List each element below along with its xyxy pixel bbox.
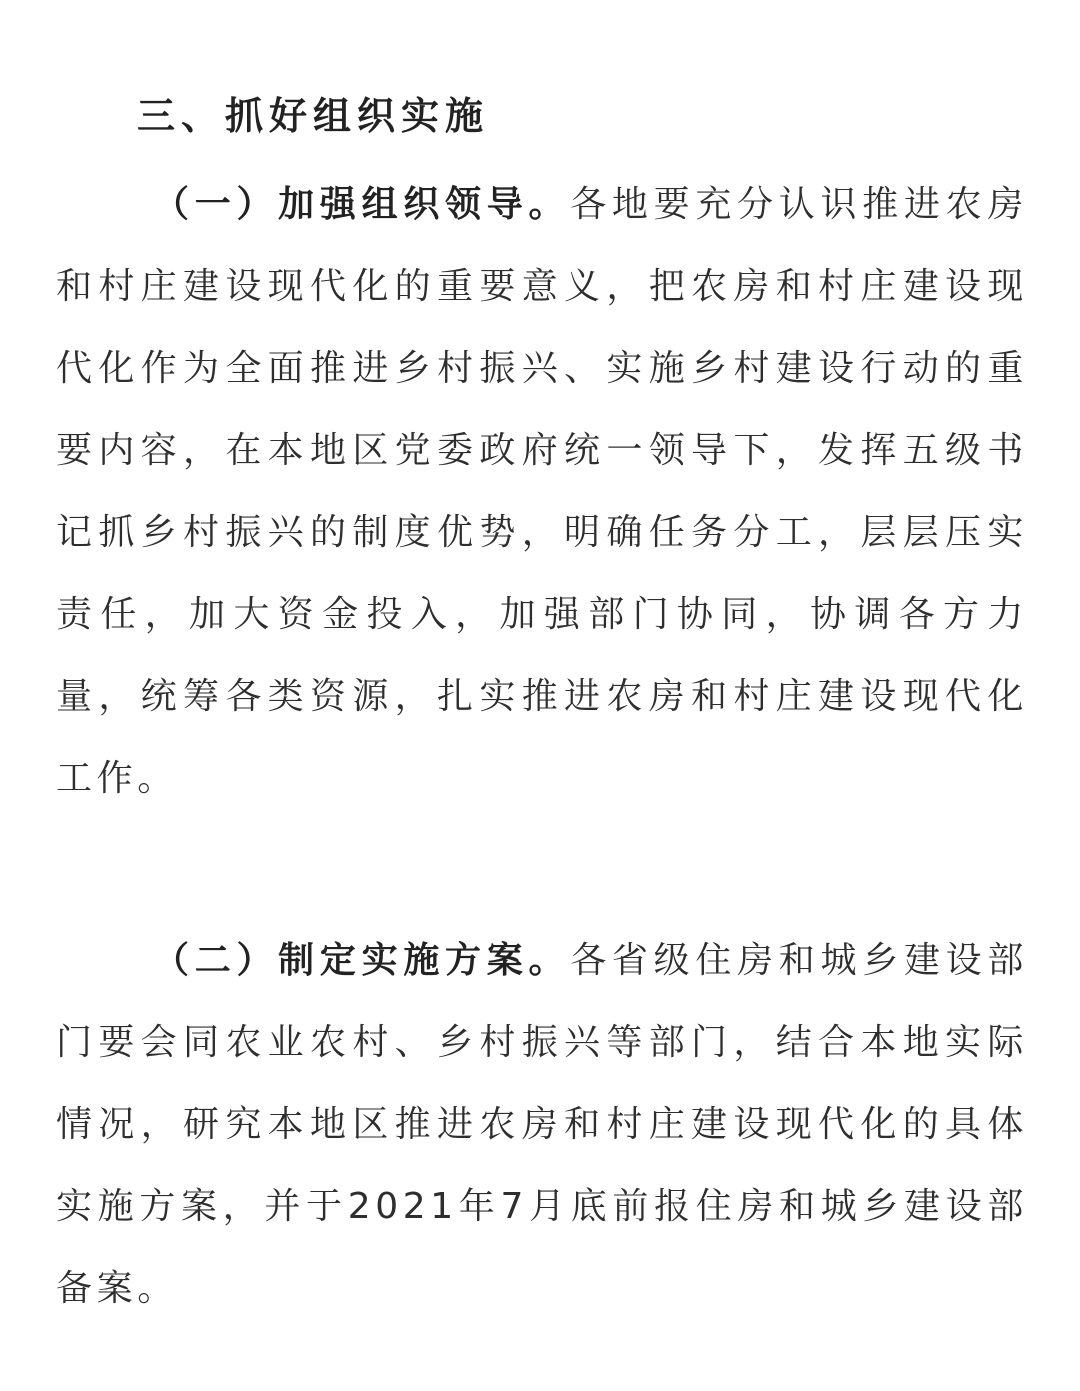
- paragraph-lead: （二）制定实施方案。: [153, 940, 571, 981]
- section-heading: 三、抓好组织实施: [137, 94, 490, 138]
- paragraph-implementation-plan: [56, 920, 1028, 1330]
- paragraph-body: 各省级住房和城乡建设部门要会同农业农村、乡村振兴等部门，结合本地实际情况，研究本地区推进农房和村庄建设现代化的具体实施方案，并于2021年7月底前报住房和城乡建设部备案。: [56, 940, 1028, 1309]
- paragraph-lead: （一）加强组织领导。: [153, 184, 571, 225]
- paragraph-body: 各地要充分认识推进农房和村庄建设现代化的重要意义，把农房和村庄建设现代化作为全面推进乡村振兴、实施乡村建设行动的重要内容，在本地区党委政府统一领导下，发挥五级书记抓乡村振兴的制度优势，明确任务分工，层层压实责任，加大资金投入，加强部门协同，协调各方力量，统筹各类资源，扎实推进农房和村庄建设现代化工作。: [56, 184, 1028, 799]
- paragraph-organization-leadership: [56, 164, 1028, 820]
